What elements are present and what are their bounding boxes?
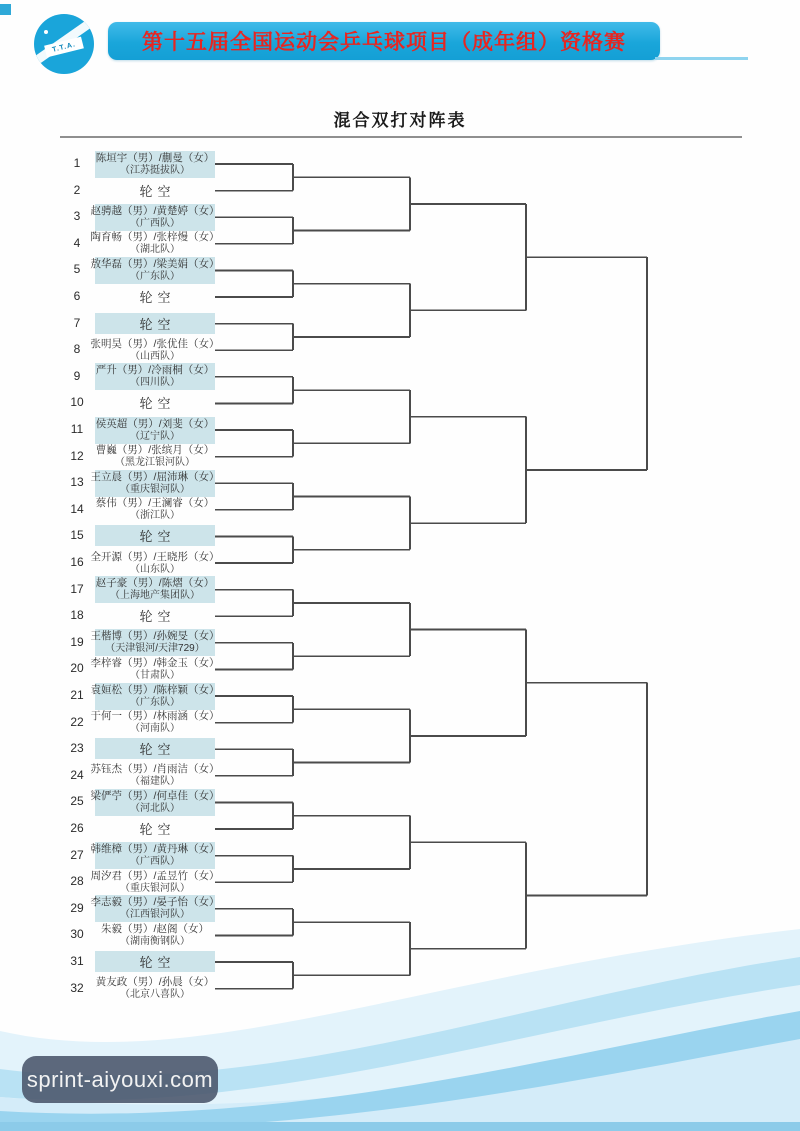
entry-number: 31 [70, 954, 84, 968]
bracket-entry [95, 443, 215, 470]
entry-number: 26 [70, 821, 84, 835]
entry-number: 10 [70, 395, 84, 410]
team-name: （天津银河/天津729） [105, 643, 205, 655]
pair-names: 李梓睿（男）/韩金玉（女） [90, 656, 220, 669]
bracket-entry-bye [95, 392, 215, 413]
entry-number: 22 [70, 714, 84, 729]
bye-label: 轮空 [139, 609, 176, 625]
bye-label: 轮空 [139, 529, 176, 545]
entry-number: 4 [73, 235, 81, 250]
team-name: （广西队） [130, 856, 180, 868]
entry-number: 23 [70, 741, 84, 756]
bracket-entry [90, 257, 220, 284]
team-name: （山东队） [130, 563, 180, 575]
bracket-entry-bye [95, 525, 215, 546]
entry-number: 2 [73, 182, 81, 197]
entry-number: 17 [70, 581, 84, 596]
bracket-entry [95, 417, 215, 444]
team-name: （甘肃队） [130, 669, 180, 681]
entry-number: 9 [73, 368, 81, 383]
bracket-entry [95, 576, 215, 603]
pair-names: 赵骋越（男）/黄楚婷（女） [90, 204, 220, 217]
bracket-entry [90, 709, 220, 736]
pair-names: 韩维樟（男）/黄丹琳（女） [90, 843, 220, 856]
bracket-entry [90, 789, 220, 816]
sheet-title: 混合双打对阵表 [333, 111, 467, 130]
team-name: （上海地产集团队） [110, 590, 200, 602]
pair-names: 梁俨苧（男）/何卓佳（女） [90, 789, 220, 802]
pair-names: 陈垣宇（男）/蒯曼（女） [95, 151, 215, 164]
pair-names: 黄友政（男）/孙晨（女） [95, 976, 215, 989]
entry-number: 24 [70, 767, 84, 782]
pair-names: 张明昊（男）/张优佳（女） [90, 337, 220, 350]
bracket-entry [90, 656, 220, 683]
bracket-entry [90, 550, 220, 577]
bracket-entry [90, 230, 220, 257]
team-name: （湖南衡钢队） [120, 935, 190, 947]
team-name: （广东队） [130, 696, 180, 708]
bye-label: 轮空 [139, 316, 176, 332]
team-name: （江西银河队） [120, 909, 190, 921]
logo-text: T.T.A. [51, 40, 77, 54]
entry-number: 1 [73, 156, 81, 170]
bye-label: 轮空 [139, 822, 176, 837]
pair-names: 陶育畅（男）/张梓熳（女） [90, 231, 220, 244]
pair-names: 于何一（男）/林雨涵（女） [90, 710, 220, 723]
bracket-entry-bye [95, 180, 215, 201]
pair-names: 全开源（男）/王晓彤（女） [90, 550, 220, 563]
entry-number: 12 [70, 448, 84, 463]
team-name: （河南队） [130, 723, 180, 735]
entry-number: 25 [70, 794, 84, 809]
team-name: （重庆银河队） [120, 483, 190, 495]
bracket-entry-bye [95, 738, 215, 759]
team-name: （黑龙江银河队） [115, 457, 195, 469]
watermark [22, 1056, 218, 1103]
bracket-entry [90, 683, 220, 710]
team-name: （重庆银河队） [120, 882, 190, 894]
bracket-entry-bye [95, 313, 215, 334]
entry-number: 5 [73, 262, 81, 277]
pair-names: 曹巍（男）/张缤月（女） [95, 444, 215, 457]
entry-number: 30 [70, 927, 84, 942]
entry-number: 28 [70, 874, 84, 889]
bracket-entry-bye [95, 286, 215, 307]
entry-number: 20 [70, 661, 84, 676]
entry-number: 21 [70, 688, 84, 702]
entry-number: 6 [73, 289, 81, 303]
bracket-entry [90, 204, 220, 231]
entry-number: 7 [73, 315, 81, 330]
entry-number: 15 [70, 528, 84, 543]
bracket-entry [90, 842, 220, 869]
bracket-entry [95, 151, 215, 178]
team-name: （辽宁队） [130, 430, 180, 442]
bye-label: 轮空 [139, 396, 176, 412]
entry-number: 19 [70, 634, 84, 649]
bracket-entry-bye [95, 605, 215, 626]
bracket-entry [90, 869, 220, 896]
pair-names: 赵子豪（男）/陈熠（女） [95, 577, 215, 590]
entry-number: 27 [70, 847, 84, 862]
pair-names: 朱毅（男）/赵阁（女） [101, 922, 209, 935]
bracket-entry [95, 363, 215, 390]
entry-number: 16 [70, 555, 84, 569]
bracket-entry [95, 496, 215, 523]
entry-number: 29 [70, 900, 84, 915]
pair-names: 李志毅（男）/晏子怡（女） [90, 896, 220, 909]
pair-names: 袁姮松（男）/陈梓颖（女） [90, 683, 220, 696]
entry-number: 14 [70, 501, 84, 516]
bracket-entry [90, 762, 220, 789]
entry-number: 18 [70, 608, 84, 623]
entry-number: 11 [70, 422, 84, 436]
bye-label: 轮空 [139, 742, 176, 758]
pair-names: 王楷博（男）/孙婉旻（女） [90, 630, 220, 643]
team-name: （广东队） [130, 270, 180, 282]
bye-label: 轮空 [139, 955, 176, 970]
team-name: （浙江队） [130, 510, 180, 522]
bye-label: 轮空 [139, 290, 176, 305]
pair-names: 周汐君（男）/孟昱竹（女） [90, 869, 220, 882]
bye-label: 轮空 [139, 183, 176, 199]
pair-names: 严升（男）/冷雨桐（女） [95, 364, 215, 377]
team-name: （福建队） [130, 776, 180, 788]
bracket-entry [90, 629, 220, 656]
team-name: （河北队） [130, 802, 180, 814]
team-name: （广西队） [130, 217, 180, 229]
team-name: （江苏挺拔队） [120, 164, 190, 176]
team-name: （北京八喜队） [120, 989, 190, 1001]
team-name: （山西队） [130, 350, 180, 362]
bracket-entry [90, 337, 220, 364]
entry-number: 13 [70, 475, 84, 490]
pair-names: 侯英超（男）/刘斐（女） [95, 417, 215, 430]
pair-names: 苏钰杰（男）/肖雨洁（女） [90, 763, 220, 776]
entry-number: 8 [73, 342, 81, 357]
pair-names: 敖华磊（男）/梁美娟（女） [90, 257, 220, 270]
team-name: （四川队） [130, 377, 180, 389]
event-title: 第十五届全国运动会乒乓球项目（成年组）资格赛 [142, 31, 626, 54]
entry-number: 3 [73, 209, 81, 224]
bracket-entry [90, 470, 220, 497]
pair-names: 蔡伟（男）/王澜睿（女） [95, 497, 215, 510]
pair-names: 王立晨（男）/屈沛琳（女） [90, 470, 220, 483]
watermark-text: sprint-aiyouxi.com [26, 1066, 214, 1092]
entry-number: 32 [70, 980, 84, 995]
bracket-entry-bye [95, 818, 215, 839]
team-name: （湖北队） [130, 244, 180, 256]
